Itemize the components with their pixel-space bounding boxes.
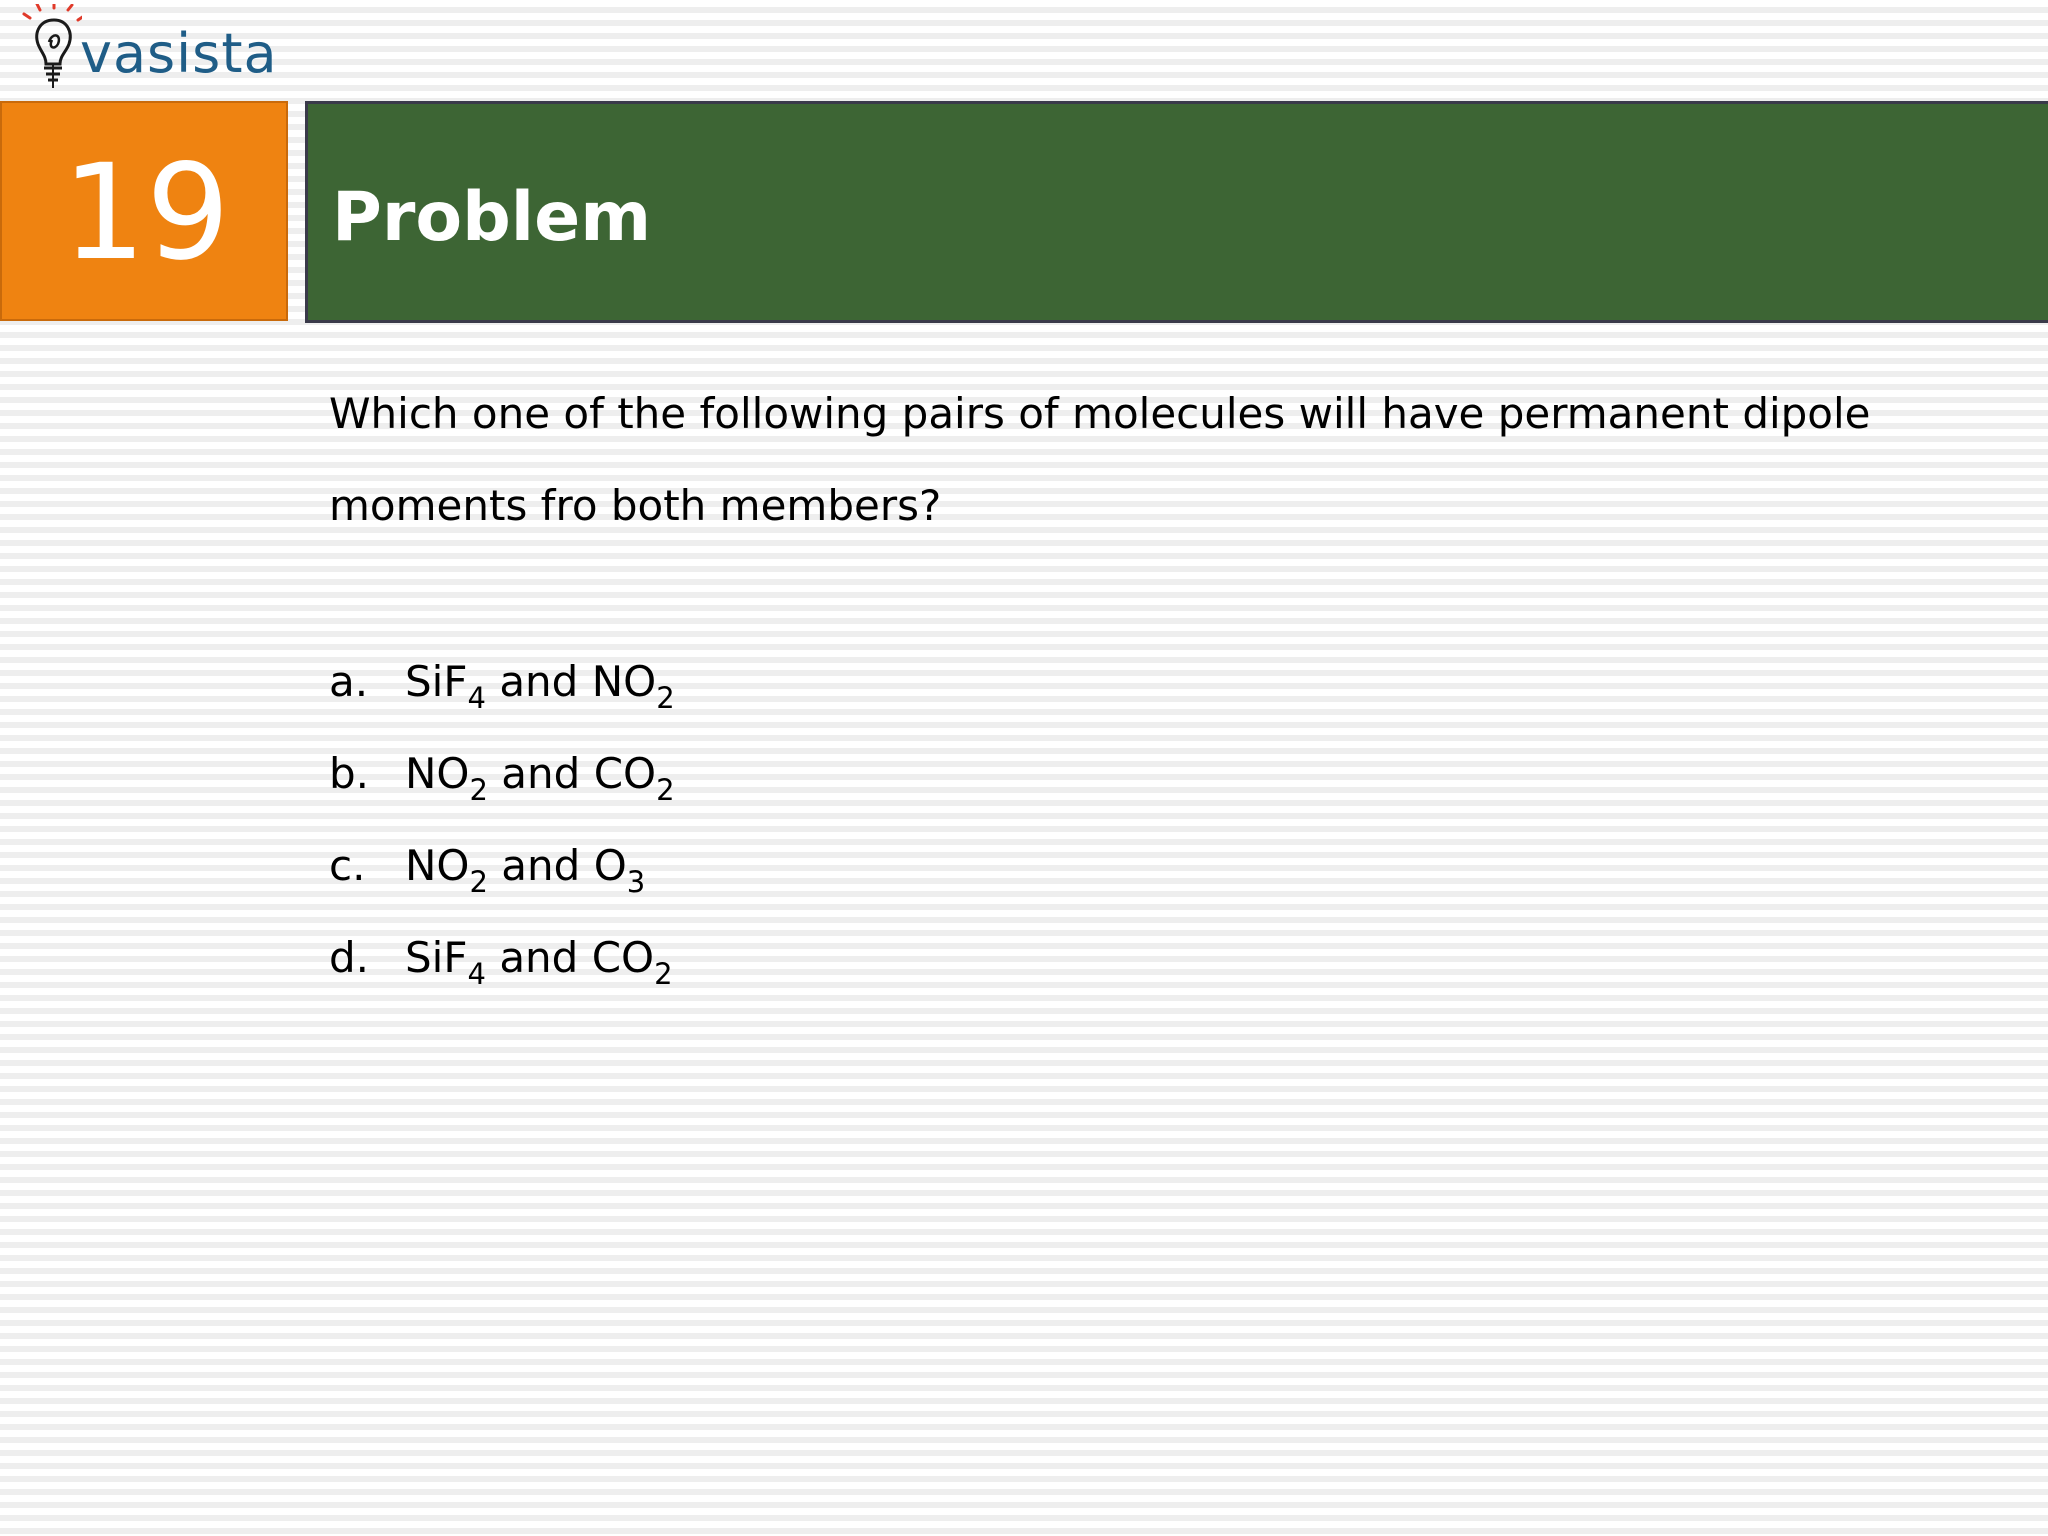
formula-subscript: 4 [467,957,486,991]
slide-title: Problem [332,178,652,257]
vasista-logo [22,4,292,96]
question-text: Which one of the following pairs of molecules will have permanent dipole moments fro both members? [329,389,1871,530]
option-letter: b. [329,749,370,798]
formula: CO [591,933,655,982]
formula: NO [405,749,470,798]
option-letter: d. [329,933,370,982]
option-d [329,912,675,1004]
formula: SiF [405,933,468,982]
formula-subscript: 2 [654,957,673,991]
formula-subscript: 2 [656,773,675,807]
joiner: and [499,933,579,982]
formula-subscript: 2 [469,865,488,899]
formula: SiF [405,657,468,706]
formula: CO [593,749,657,798]
joiner: and [501,841,581,890]
joiner: and [501,749,581,798]
option-c [329,820,675,912]
formula: NO [405,841,470,890]
formula: NO [591,657,657,706]
formula-subscript: 4 [467,681,486,715]
option-letter: c. [329,841,366,890]
answer-options [329,636,675,1004]
slide-number-box [0,101,288,321]
formula-subscript: 3 [626,865,646,899]
logo-text: vasista [80,22,278,85]
formula-subscript: 2 [656,681,675,715]
joiner: and [499,657,579,706]
lightbulb-icon [22,4,82,96]
option-letter: a. [329,657,369,706]
option-a [329,636,675,728]
option-b [329,728,675,820]
slide-number: 19 [62,136,230,290]
formula-subscript: 2 [469,773,488,807]
formula: O [593,841,627,890]
title-bar [305,101,2048,323]
